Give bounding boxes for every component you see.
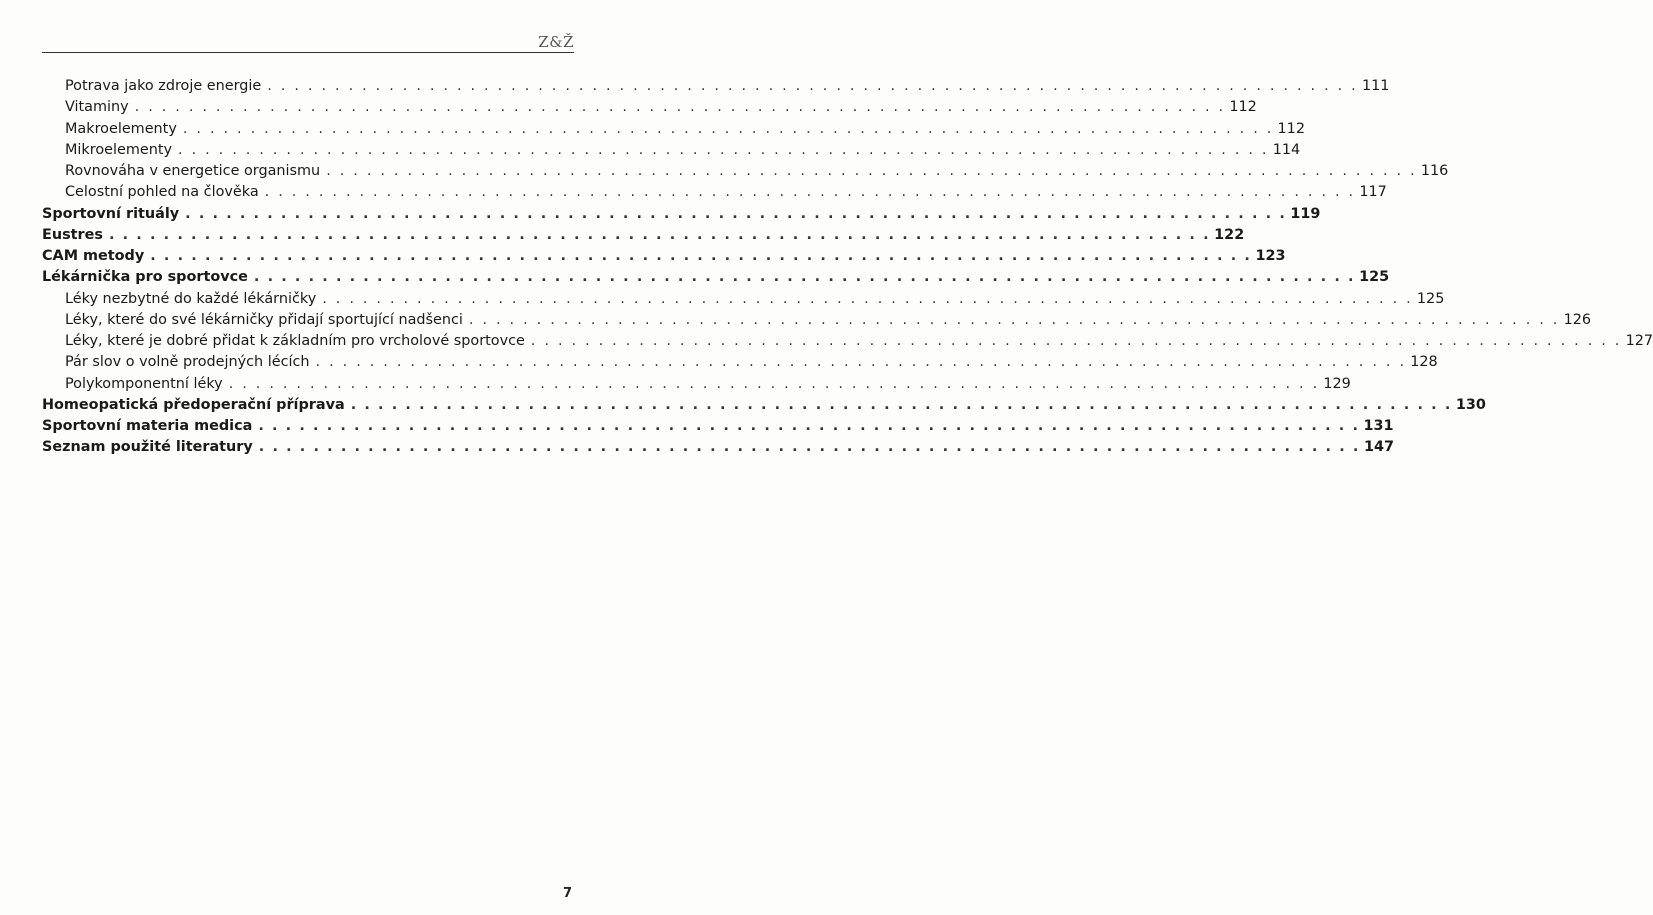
toc-section-row: [42, 161, 1449, 182]
toc-leader-dots: . . . . . . . . . . . . . . . . . . . . . . . . . . . . . . . . . . . . . . . . . . . . . . . . . . . . . . . . . . . . . . . . . . . . . . . . . . . . . . . . .: [264, 184, 1356, 201]
toc-chapter-row: [42, 416, 1394, 437]
toc-leader-dots: . . . . . . . . . . . . . . . . . . . . . . . . . . . . . . . . . . . . . . . . . . . . . . . . . . . . . . . . . . . . . . . . . . . . . . . . . . . . . . . . .: [468, 311, 1560, 328]
toc-entry-title: Vitaminy: [65, 99, 129, 116]
toc-section-row: [42, 97, 1257, 118]
table-of-contents: [42, 76, 1653, 459]
toc-section-row: [42, 289, 1445, 310]
toc-entry-page: 128: [1410, 354, 1438, 371]
publisher-mark: Z&Ž: [538, 33, 574, 51]
toc-entry-title: Celostní pohled na člověka: [65, 184, 259, 201]
toc-section-row: [42, 182, 1387, 203]
toc-leader-dots: . . . . . . . . . . . . . . . . . . . . . . . . . . . . . . . . . . . . . . . . . . . . . . . . . . . . . . . . . . . . . . . . . . . . . . . . . . . . . . . . .: [108, 226, 1211, 243]
toc-leader-dots: . . . . . . . . . . . . . . . . . . . . . . . . . . . . . . . . . . . . . . . . . . . . . . . . . . . . . . . . . . . . . . . . . . . . . . . . . . . . . . . . .: [178, 141, 1269, 158]
toc-entry-page: 111: [1361, 78, 1390, 94]
toc-entry-title: Rovnováha v energetice organismu: [65, 163, 321, 179]
toc-entry-page: 112: [1277, 120, 1305, 137]
toc-leader-dots: . . . . . . . . . . . . . . . . . . . . . . . . . . . . . . . . . . . . . . . . . . . . . . . . . . . . . . . . . . . . . . . . . . . . . . . . . . . . . . . . .: [253, 269, 1356, 286]
toc-entry-page: 122: [1214, 226, 1245, 243]
toc-leader-dots: . . . . . . . . . . . . . . . . . . . . . . . . . . . . . . . . . . . . . . . . . . . . . . . . . . . . . . . . . . . . . . . . . . . . . . . . . . . . . . . . .: [150, 248, 1252, 264]
toc-entry-title: Lékárnička pro sportovce: [42, 269, 248, 286]
toc-leader-dots: . . . . . . . . . . . . . . . . . . . . . . . . . . . . . . . . . . . . . . . . . . . . . . . . . . . . . . . . . . . . . . . . . . . . . . . . . . . . . . . . .: [530, 333, 1622, 349]
toc-entry-title: Sportovní rituály: [42, 205, 180, 222]
toc-entry-title: Seznam použité literatury: [42, 439, 253, 456]
toc-section-row: [42, 119, 1305, 140]
toc-entry-page: 123: [1255, 248, 1286, 264]
toc-entry-page: 114: [1272, 141, 1301, 158]
header-rule: [42, 52, 574, 53]
toc-entry-title: Léky, které je dobré přidat k základním pro vrcholové sportovce: [65, 333, 525, 349]
toc-chapter-row: [42, 225, 1245, 246]
toc-entry-page: 125: [1416, 290, 1445, 307]
toc-section-row: [42, 140, 1301, 161]
toc-leader-dots: . . . . . . . . . . . . . . . . . . . . . . . . . . . . . . . . . . . . . . . . . . . . . . . . . . . . . . . . . . . . . . . . . . . . . . . . . . . . . . . . .: [258, 439, 1360, 456]
toc-entry-page: 112: [1229, 99, 1257, 116]
toc-entry-title: Mikroelementy: [65, 141, 173, 158]
toc-entry-title: Makroelementy: [65, 120, 177, 137]
toc-entry-title: Sportovní materia medica: [42, 418, 253, 434]
toc-entry-page: 130: [1455, 396, 1486, 413]
toc-entry-title: Léky nezbytné do každé lékárničky: [65, 290, 317, 307]
toc-entry-page: 125: [1359, 269, 1390, 286]
toc-leader-dots: . . . . . . . . . . . . . . . . . . . . . . . . . . . . . . . . . . . . . . . . . . . . . . . . . . . . . . . . . . . . . . . . . . . . . . . . . . . . . . . . .: [350, 396, 1452, 413]
toc-section-row: [42, 76, 1390, 97]
toc-section-row: [42, 374, 1351, 395]
toc-section-row: [42, 331, 1653, 352]
toc-leader-dots: . . . . . . . . . . . . . . . . . . . . . . . . . . . . . . . . . . . . . . . . . . . . . . . . . . . . . . . . . . . . . . . . . . . . . . . . . . . . . . . . .: [182, 120, 1274, 137]
toc-entry-page: 129: [1323, 375, 1351, 392]
page-number: 7: [562, 886, 572, 901]
toc-entry-page: 126: [1563, 311, 1592, 328]
toc-entry-title: Eustres: [42, 226, 103, 243]
toc-leader-dots: . . . . . . . . . . . . . . . . . . . . . . . . . . . . . . . . . . . . . . . . . . . . . . . . . . . . . . . . . . . . . . . . . . . . . . . . . . . . . . . . .: [185, 205, 1287, 222]
toc-leader-dots: . . . . . . . . . . . . . . . . . . . . . . . . . . . . . . . . . . . . . . . . . . . . . . . . . . . . . . . . . . . . . . . . . . . . . . . . . . . . . . . . .: [315, 354, 1407, 371]
toc-leader-dots: . . . . . . . . . . . . . . . . . . . . . . . . . . . . . . . . . . . . . . . . . . . . . . . . . . . . . . . . . . . . . . . . . . . . . . . . . . . . . . . . .: [322, 290, 1413, 307]
toc-entry-page: 127: [1625, 333, 1653, 349]
toc-entry-title: Polykomponentní léky: [65, 375, 223, 392]
toc-entry-title: Léky, které do své lékárničky přidají sportující nadšenci: [65, 311, 463, 328]
toc-entry-page: 116: [1420, 163, 1449, 179]
toc-chapter-row: [42, 204, 1321, 225]
toc-entry-page: 119: [1290, 205, 1321, 222]
toc-entry-title: CAM metody: [42, 248, 145, 264]
toc-entry-page: 131: [1363, 418, 1394, 434]
toc-entry-page: 147: [1363, 439, 1395, 456]
toc-entry-page: 117: [1359, 184, 1387, 201]
toc-chapter-row: [42, 267, 1390, 288]
toc-leader-dots: . . . . . . . . . . . . . . . . . . . . . . . . . . . . . . . . . . . . . . . . . . . . . . . . . . . . . . . . . . . . . . . . . . . . . . . . . . . . . . . . .: [228, 375, 1320, 392]
toc-chapter-row: [42, 246, 1286, 267]
toc-leader-dots: . . . . . . . . . . . . . . . . . . . . . . . . . . . . . . . . . . . . . . . . . . . . . . . . . . . . . . . . . . . . . . . . . . . . . . . . . . . . . . . . .: [326, 163, 1417, 179]
toc-leader-dots: . . . . . . . . . . . . . . . . . . . . . . . . . . . . . . . . . . . . . . . . . . . . . . . . . . . . . . . . . . . . . . . . . . . . . . . . . . . . . . . . .: [258, 418, 1360, 434]
page-header: [42, 0, 574, 60]
toc-chapter-row: [42, 437, 1395, 458]
toc-leader-dots: . . . . . . . . . . . . . . . . . . . . . . . . . . . . . . . . . . . . . . . . . . . . . . . . . . . . . . . . . . . . . . . . . . . . . . . . . . . . . . . . .: [267, 78, 1358, 94]
toc-entry-title: Potrava jako zdroje energie: [65, 78, 262, 94]
toc-leader-dots: . . . . . . . . . . . . . . . . . . . . . . . . . . . . . . . . . . . . . . . . . . . . . . . . . . . . . . . . . . . . . . . . . . . . . . . . . . . . . . . . .: [134, 99, 1226, 116]
toc-section-row: [42, 352, 1438, 373]
toc-chapter-row: [42, 395, 1486, 416]
toc-section-row: [42, 310, 1592, 331]
toc-entry-title: Homeopatická předoperační příprava: [42, 396, 345, 413]
toc-entry-title: Pár slov o volně prodejných lécích: [65, 354, 310, 371]
